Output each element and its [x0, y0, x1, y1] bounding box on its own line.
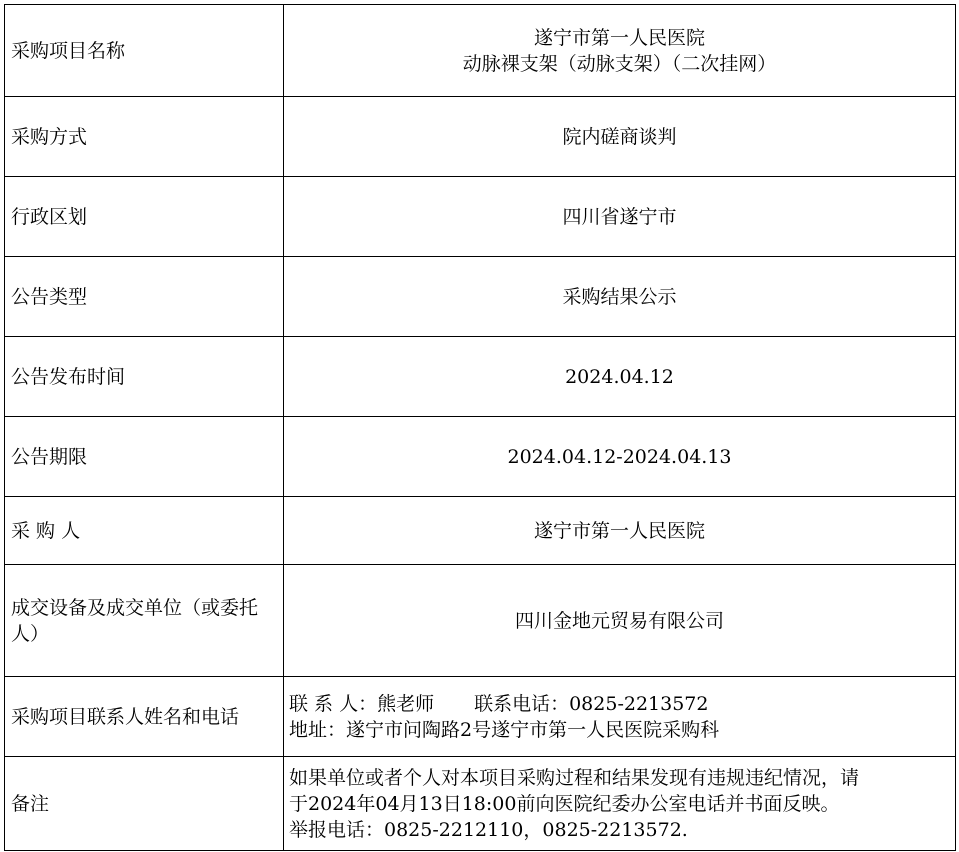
table-row: [5, 417, 956, 497]
table-row: [5, 337, 956, 417]
winner-value: 四川金地元贸易有限公司: [284, 565, 956, 677]
row-label-winner: 成交设备及成交单位（或委托人）: [5, 565, 284, 677]
method-value: 院内磋商谈判: [284, 97, 956, 177]
table-row: [5, 5, 956, 97]
table-row: [5, 497, 956, 565]
procurement-result-table: [4, 4, 956, 851]
notice-period-value: 2024.04.12-2024.04.13: [284, 417, 956, 497]
contact-line1: [289, 691, 951, 717]
table-row: [5, 677, 956, 757]
row-label-project-name: 采购项目名称: [5, 5, 284, 97]
row-label-contact: 采购项目联系人姓名和电话: [5, 677, 284, 757]
remarks-line2: 于2024年04月13日18:00前向医院纪委办公室电话并书面反映。: [289, 792, 840, 815]
table-row: [5, 177, 956, 257]
contact-person: 联 系 人：熊老师: [289, 692, 435, 715]
row-label-region: 行政区划: [5, 177, 284, 257]
contact-value: [284, 677, 956, 757]
project-name-value: [284, 5, 956, 97]
purchaser-value: 遂宁市第一人民医院: [284, 497, 956, 565]
publish-time-value: 2024.04.12: [284, 337, 956, 417]
table-row: [5, 97, 956, 177]
remarks-line1: 如果单位或者个人对本项目采购过程和结果发现有违规违纪情况，请: [289, 766, 860, 789]
remarks-line3: 举报电话：0825-2212110，0825-2213572.: [289, 818, 688, 841]
contact-phone: 联系电话：0825-2213572: [474, 692, 709, 715]
row-label-notice-period: 公告期限: [5, 417, 284, 497]
row-label-notice-type: 公告类型: [5, 257, 284, 337]
notice-type-value: 采购结果公示: [284, 257, 956, 337]
project-name-line2: 动脉裸支架（动脉支架）（二次挂网）: [462, 52, 777, 75]
table-row: [5, 257, 956, 337]
row-label-purchaser: 采 购 人: [5, 497, 284, 565]
project-name-line1: 遂宁市第一人民医院: [533, 26, 705, 49]
table-row: [5, 565, 956, 677]
row-label-remarks: 备注: [5, 757, 284, 851]
contact-address: 地址：遂宁市问陶路2号遂宁市第一人民医院采购科: [289, 718, 720, 741]
table-row: [5, 757, 956, 851]
region-value: 四川省遂宁市: [284, 177, 956, 257]
remarks-value: [284, 757, 956, 851]
row-label-publish-time: 公告发布时间: [5, 337, 284, 417]
row-label-method: 采购方式: [5, 97, 284, 177]
